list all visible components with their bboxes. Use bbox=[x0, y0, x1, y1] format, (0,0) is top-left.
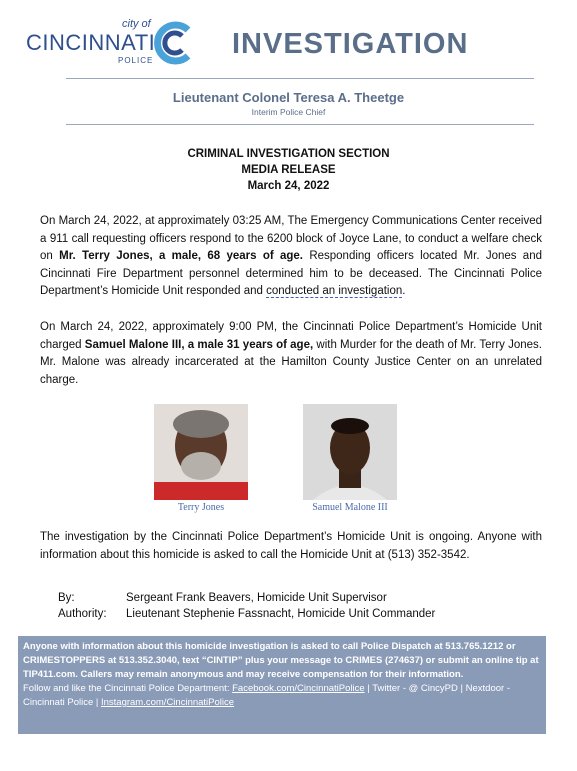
instagram-link[interactable]: Instagram.com/CincinnatiPolice bbox=[100, 697, 235, 708]
logo-name-text: CINCINNATI bbox=[26, 30, 156, 55]
by-value: Sergeant Frank Beavers, Homicide Unit Supervisor bbox=[126, 592, 387, 604]
chief-name: Lieutenant Colonel Teresa A. Theetge bbox=[172, 90, 405, 105]
logo-police-text: POLICE bbox=[118, 56, 154, 65]
logo-c-mark-icon bbox=[150, 20, 196, 66]
release-date: March 24, 2022 bbox=[247, 180, 330, 192]
facebook-link[interactable]: Facebook.com/CincinnatiPolice bbox=[232, 683, 365, 694]
suspect-photo bbox=[303, 404, 397, 500]
release-type: MEDIA RELEASE bbox=[241, 164, 336, 176]
footer-tip-text: Anyone with information about this homicide investigation is asked to call Police Dispatch at 513.765.1212 or CRIMESTOPPERS at 513.352.3040, text “CINTIP” plus your message to CRIMES (274637) or submit an online tip at TIP411.com. Callers may remain anonymous and may receive compensation for their information. bbox=[23, 641, 539, 680]
paragraph-charge bbox=[40, 319, 542, 389]
header-divider-bottom bbox=[66, 124, 534, 125]
tip-footer-box bbox=[18, 636, 546, 734]
p1-victim-bold: Mr. Terry Jones, a male, 68 years of age. bbox=[59, 250, 304, 262]
p1-underlined-text: conducted an investigation bbox=[266, 285, 403, 297]
release-section: CRIMINAL INVESTIGATION SECTION bbox=[187, 148, 390, 160]
p1-text-c: . bbox=[402, 285, 406, 297]
authority-value: Lieutenant Stephenie Fassnacht, Homicide Unit Commander bbox=[126, 608, 436, 620]
victim-photo bbox=[154, 404, 248, 500]
city-of-cincinnati-police-logo bbox=[26, 18, 201, 70]
footer-follow-line bbox=[23, 682, 541, 710]
paragraph-incident bbox=[40, 213, 542, 301]
suspect-portrait-icon bbox=[303, 404, 397, 500]
p1-text-a: On March 24, 2022, at approximately 03:25 AM, The Emergency Communications Center received a 911 call requesting officers respond to the 6200 block of Joyce Lane, to conduct a welfare check on bbox=[40, 215, 542, 262]
p2-text-b: with Murder for the death of Mr. Terry Jones. Mr. Malone was already incarcerated at the Hamilton County Justice Center on an unrelated charge. bbox=[40, 338, 542, 386]
header-divider-top bbox=[66, 78, 534, 79]
footer-twitter-text: | Twitter - @ CincyPD | Nextdoor - Cincinnati Police | bbox=[23, 683, 510, 708]
signature-authority bbox=[58, 606, 435, 622]
signature-by bbox=[58, 590, 387, 606]
logo-cityof-text: city of bbox=[122, 18, 151, 30]
victim-photo-caption: Terry Jones bbox=[177, 502, 225, 513]
footer-follow-prefix: Follow and like the Cincinnati Police Department: bbox=[23, 683, 233, 694]
p2-text-a: On March 24, 2022, approximately 9:00 PM, the Cincinnati Police Department’s Homicide Unit charged bbox=[40, 321, 542, 351]
release-heading bbox=[0, 146, 577, 194]
victim-portrait-icon bbox=[154, 404, 248, 500]
by-label: By: bbox=[58, 592, 75, 604]
page-title: INVESTIGATION bbox=[232, 28, 469, 60]
p2-suspect-bold: Samuel Malone III, a male 31 years of age, bbox=[84, 338, 314, 351]
suspect-photo-caption: Samuel Malone III bbox=[312, 502, 388, 513]
p1-text-b: Responding officers located Mr. Jones and Cincinnati Fire Department personnel determined him to be deceased. The Cincinnati Police Department’s Homicide Unit responded and bbox=[40, 250, 542, 297]
chief-title: Interim Police Chief bbox=[251, 107, 326, 117]
paragraph-ongoing: The investigation by the Cincinnati Police Department’s Homicide Unit is ongoing. Anyone with information about this homicide is asked to call the Homicide Unit at (513) 352-3542. bbox=[40, 531, 542, 561]
authority-label: Authority: bbox=[58, 608, 107, 620]
